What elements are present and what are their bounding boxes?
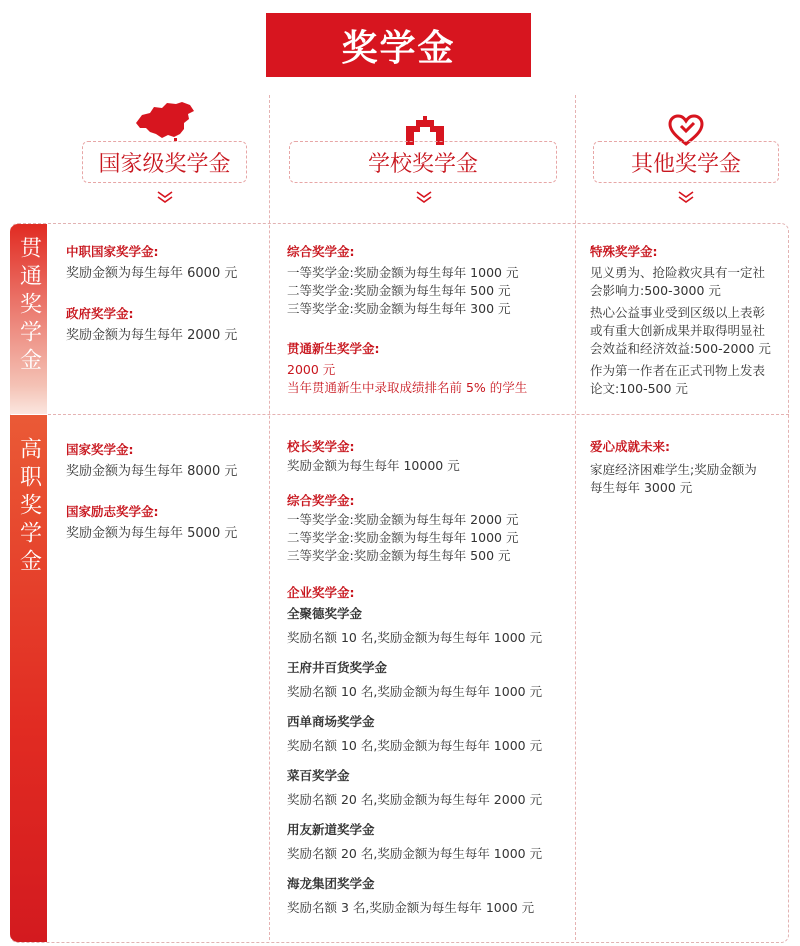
enterprise-scholarship-name: 用友新道奖学金 — [287, 822, 375, 837]
category-other-label: 其他奖学金 — [630, 151, 741, 177]
row-divider — [48, 414, 789, 415]
scholarship-title: 中职国家奖学金: — [66, 244, 159, 259]
enterprise-scholarship-detail: 奖励名额 10 名,奖励金额为每生每年 1000 元 — [287, 684, 543, 699]
category-national — [82, 141, 247, 183]
scholarship-title: 综合奖学金: — [287, 493, 355, 508]
side-label-guantong-text: 贯通奖学金 — [16, 236, 42, 376]
category-other — [593, 141, 779, 183]
enterprise-scholarship-name: 西单商场奖学金 — [287, 714, 375, 729]
scholarship-title: 国家励志奖学金: — [66, 504, 159, 519]
side-label-gaozhi — [10, 415, 47, 942]
scholarship-detail: 三等奖学金:奖励金额为每生每年 300 元 — [287, 301, 511, 316]
category-school — [289, 141, 557, 183]
scholarship-title: 国家奖学金: — [66, 442, 134, 457]
chevron-down-icon — [157, 190, 173, 204]
enterprise-scholarship-name: 全聚德奖学金 — [287, 606, 363, 621]
enterprise-scholarship-detail: 奖励名额 20 名,奖励金额为每生每年 2000 元 — [287, 792, 543, 807]
chevron-down-icon — [416, 190, 432, 204]
scholarship-detail: 会效益和经济效益:500-2000 元 — [590, 341, 771, 356]
scholarship-detail: 论文:100-500 元 — [590, 381, 688, 396]
scholarship-detail: 二等奖学金:奖励金额为每生每年 1000 元 — [287, 530, 519, 545]
scholarship-detail: 每生每年 3000 元 — [590, 480, 693, 495]
scholarship-detail: 热心公益事业受到区级以上表彰 — [590, 305, 766, 320]
scholarship-title: 特殊奖学金: — [590, 244, 658, 259]
scholarship-title: 政府奖学金: — [66, 306, 134, 321]
scholarship-detail: 奖励金额为每生每年 6000 元 — [66, 266, 238, 281]
scholarship-detail: 奖励金额为每生每年 2000 元 — [66, 328, 238, 343]
scholarship-detail: 一等奖学金:奖励金额为每生每年 1000 元 — [287, 265, 519, 280]
scholarship-detail: 奖励金额为每生每年 8000 元 — [66, 464, 238, 479]
scholarship-title: 综合奖学金: — [287, 244, 355, 259]
enterprise-scholarship-detail: 奖励名额 20 名,奖励金额为每生每年 1000 元 — [287, 846, 543, 861]
scholarship-detail: 作为第一作者在正式刊物上发表 — [590, 363, 766, 378]
scholarship-detail: 当年贯通新生中录取成绩排名前 5% 的学生 — [287, 380, 528, 395]
scholarship-detail: 2000 元 — [287, 362, 336, 377]
enterprise-scholarship-detail: 奖励名额 3 名,奖励金额为每生每年 1000 元 — [287, 900, 535, 915]
scholarship-detail: 奖励金额为每生每年 10000 元 — [287, 458, 460, 473]
scholarship-detail: 一等奖学金:奖励金额为每生每年 2000 元 — [287, 512, 519, 527]
scholarship-detail: 二等奖学金:奖励金额为每生每年 500 元 — [287, 283, 511, 298]
side-label-gaozhi-text: 高职奖学金 — [16, 437, 42, 577]
enterprise-scholarship-name: 菜百奖学金 — [287, 768, 350, 783]
scholarship-detail: 奖励金额为每生每年 5000 元 — [66, 526, 238, 541]
enterprise-scholarship-name: 王府井百货奖学金 — [287, 660, 388, 675]
enterprise-scholarship-detail: 奖励名额 10 名,奖励金额为每生每年 1000 元 — [287, 738, 543, 753]
scholarship-detail: 会影响力:500-3000 元 — [590, 283, 721, 298]
enterprise-scholarship-detail: 奖励名额 10 名,奖励金额为每生每年 1000 元 — [287, 630, 543, 645]
scholarship-title: 贯通新生奖学金: — [287, 341, 380, 356]
category-school-label: 学校奖学金 — [367, 151, 478, 177]
scholarship-detail: 家庭经济困难学生;奖励金额为 — [590, 462, 757, 477]
scholarship-detail: 或有重大创新成果并取得明显社 — [590, 323, 766, 338]
china-map-icon — [134, 101, 196, 141]
scholarship-detail: 见义勇为、抢险救灾具有一定社 — [590, 265, 766, 280]
category-national-label: 国家级奖学金 — [98, 151, 231, 177]
side-label-guantong — [10, 224, 47, 414]
enterprise-scholarship-name: 海龙集团奖学金 — [287, 876, 375, 891]
scholarship-title: 爱心成就未来: — [590, 439, 670, 454]
scholarship-title: 企业奖学金: — [287, 585, 355, 600]
chevron-down-icon — [678, 190, 694, 204]
scholarship-detail: 三等奖学金:奖励金额为每生每年 500 元 — [287, 548, 511, 563]
page-title: 奖学金 — [266, 13, 531, 77]
scholarship-title: 校长奖学金: — [287, 439, 355, 454]
